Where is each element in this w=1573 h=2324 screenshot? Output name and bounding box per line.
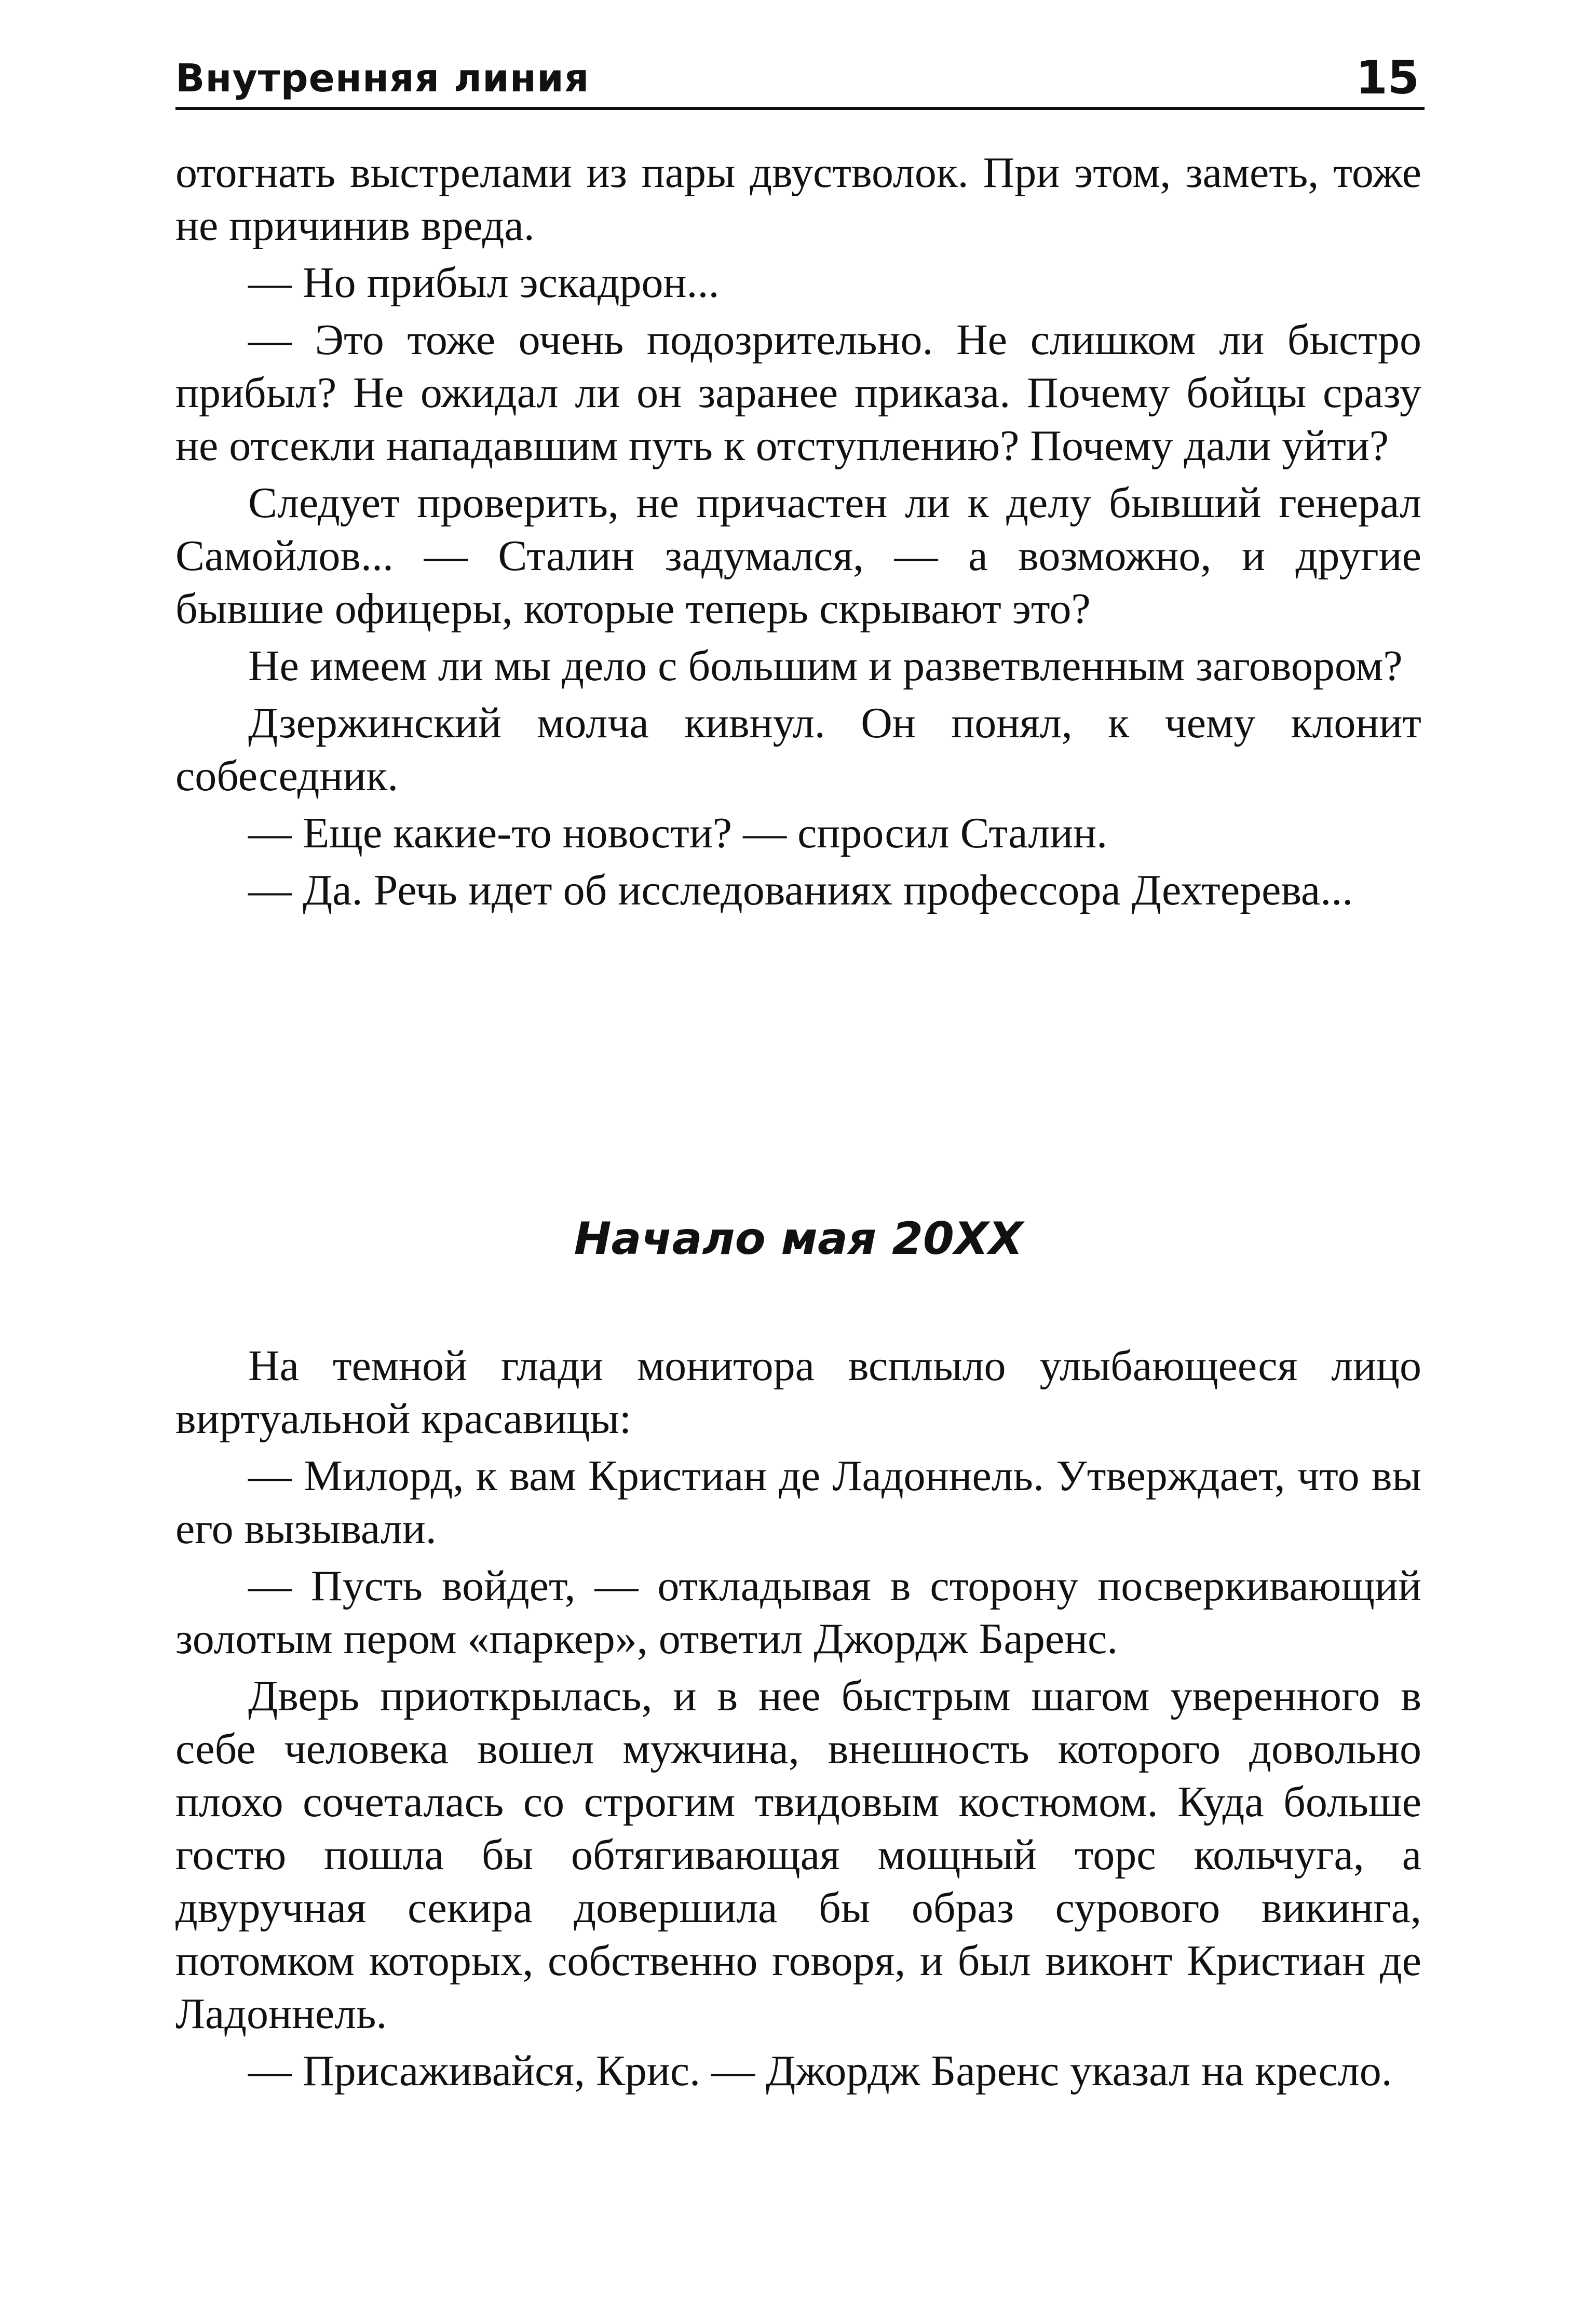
paragraph: Дверь приоткрылась, и в нее быстрым шагом уверенного в себе человека вошел мужчина, внешность которого довольно плохо сочеталась со строгим твидовым костюмом. Куда больше гостю пошла бы обтягивающая мощный торс кольчуга, а двуручная секира довершила бы образ сурового викинга, потомком которых, собственно говоря, и был виконт Кристиан де Ладоннель. — [175, 1672, 1421, 2038]
text-block-2 — [175, 1340, 1421, 2102]
running-title: Внутренняя линия — [175, 56, 590, 101]
text-block-1 — [175, 146, 1421, 921]
paragraph: Не имеем ли мы дело с большим и разветвленным заговором? — [248, 642, 1403, 690]
paragraph: — Это тоже очень подозрительно. Не слишком ли быстро прибыл? Не ожидал ли он заранее приказа. Почему бойцы сразу не отсекли нападавшим путь к отступлению? Почему дали уйти? — [175, 316, 1421, 470]
paragraph: — Но прибыл эскадрон... — [248, 259, 720, 307]
paragraph: отогнать выстрелами из пары двустволок. При этом, заметь, тоже не причинив вреда. — [175, 148, 1421, 250]
paragraph: — Да. Речь идет об исследованиях профессора Дехтерева... — [248, 866, 1353, 914]
paragraph: — Еще какие-то новости? — спросил Сталин. — [248, 809, 1108, 857]
paragraph: Следует проверить, не причастен ли к делу бывший генерал Самойлов... — Сталин задумался, — а возможно, и другие бывшие офицеры, которые теперь скрывают это? — [175, 479, 1421, 633]
page-number: 15 — [1355, 51, 1419, 104]
paragraph: — Милорд, к вам Кристиан де Ладоннель. Утверждает, что вы его вызывали. — [175, 1452, 1421, 1553]
paragraph: На темной глади монитора всплыло улыбающееся лицо виртуальной красавицы: — [175, 1342, 1421, 1443]
paragraph: — Присаживайся, Крис. — Джордж Баренс указал на кресло. — [248, 2047, 1392, 2095]
paragraph: Дзержинский молча кивнул. Он понял, к чему клонит собеседник. — [175, 699, 1421, 800]
section-heading: Начало мая 20XX — [574, 1213, 1023, 1265]
paragraph: — Пусть войдет, — откладывая в сторону посверкивающий золотым пером «паркер», ответил Джордж Баренс. — [175, 1562, 1421, 1663]
page-header — [175, 50, 1425, 110]
